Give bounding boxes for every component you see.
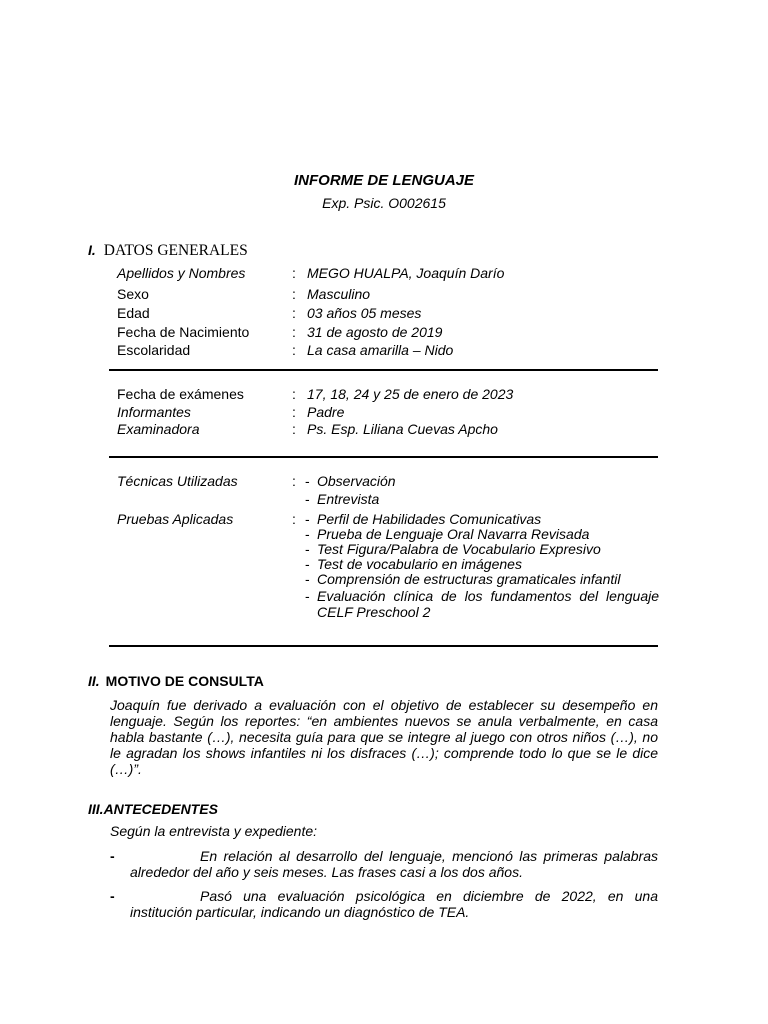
bullet-dash: - bbox=[110, 888, 115, 904]
list-dash: - bbox=[305, 473, 310, 489]
bullet-dash: - bbox=[110, 848, 115, 864]
field-value: 31 de agosto de 2019 bbox=[307, 324, 443, 340]
field-value: Padre bbox=[307, 404, 345, 420]
list-dash: - bbox=[305, 491, 310, 507]
motivo-paragraph: Joaquín fue derivado a evaluación con el objetivo de establecer su desempeño en lenguaje. Según los reportes: “en ambientes nuevos se anula verbalmente, en casa habla bastante (…), necesita guía para que se integre al juego con otros niños (…), no le agradan los shows infantiles ni los disfraces (…); comprende todo lo que se le dice (…)”. bbox=[110, 697, 658, 777]
antecedentes-intro: Según la entrevista y expediente: bbox=[110, 823, 318, 839]
field-colon: : bbox=[292, 286, 296, 302]
field-colon: : bbox=[292, 324, 296, 340]
field-label: Pruebas Aplicadas bbox=[117, 511, 234, 527]
list-item-text: Observación bbox=[317, 473, 396, 489]
list-dash: - bbox=[305, 526, 310, 542]
field-label: Informantes bbox=[117, 404, 191, 420]
field-colon: : bbox=[292, 386, 296, 402]
antecedente-item: Pasó una evaluación psicológica en diciembre de 2022, en una institución particular, indicando un diagnóstico de TEA. bbox=[130, 888, 658, 920]
field-label: Sexo bbox=[117, 286, 149, 302]
section-2-title: MOTIVO DE CONSULTA bbox=[105, 673, 264, 689]
list-dash: - bbox=[305, 556, 310, 572]
antecedente-item: En relación al desarrollo del lenguaje, mencionó las primeras palabras alrededor del año y seis meses. Las frases casi a los dos años. bbox=[130, 848, 658, 880]
list-dash: - bbox=[305, 571, 310, 587]
section-1-number: I. bbox=[88, 242, 96, 258]
list-dash: - bbox=[305, 511, 310, 527]
list-item-text: Entrevista bbox=[317, 491, 380, 507]
field-colon: : bbox=[292, 511, 296, 527]
list-item-text: Perfil de Habilidades Comunicativas bbox=[317, 511, 542, 527]
field-value: 17, 18, 24 y 25 de enero de 2023 bbox=[307, 386, 514, 402]
field-value: La casa amarilla – Nido bbox=[307, 342, 454, 358]
section-3-number: III. bbox=[88, 801, 104, 817]
field-label: Fecha de Nacimiento bbox=[117, 324, 250, 340]
field-value: 03 años 05 meses bbox=[307, 305, 422, 321]
field-label: Escolaridad bbox=[117, 342, 191, 358]
field-label: Edad bbox=[117, 305, 150, 321]
list-item-text: Evaluación clínica de los fundamentos del lenguaje CELF Preschool 2 bbox=[317, 588, 659, 620]
field-colon: : bbox=[292, 421, 296, 437]
section-2-heading bbox=[88, 673, 264, 691]
field-colon: : bbox=[292, 265, 296, 281]
field-colon: : bbox=[292, 473, 296, 489]
expedient-number: Exp. Psic. O002615 bbox=[322, 195, 446, 211]
field-value: Ps. Esp. Liliana Cuevas Apcho bbox=[307, 421, 498, 437]
list-item-text: Prueba de Lenguaje Oral Navarra Revisada bbox=[317, 526, 590, 542]
field-label: Apellidos y Nombres bbox=[117, 265, 246, 281]
list-dash: - bbox=[305, 541, 310, 557]
field-value: Masculino bbox=[307, 286, 371, 302]
divider bbox=[109, 369, 658, 371]
list-item-text: Test de vocabulario en imágenes bbox=[317, 556, 522, 572]
field-colon: : bbox=[292, 342, 296, 358]
list-item-text: Comprensión de estructuras gramaticales infantil bbox=[317, 571, 621, 587]
divider bbox=[109, 645, 658, 647]
section-1-title: DATOS GENERALES bbox=[103, 242, 248, 259]
section-3-heading bbox=[88, 801, 218, 819]
field-label: Examinadora bbox=[117, 421, 200, 437]
field-colon: : bbox=[292, 404, 296, 420]
section-1-heading bbox=[88, 242, 248, 260]
field-colon: : bbox=[292, 305, 296, 321]
field-label: Técnicas Utilizadas bbox=[117, 473, 238, 489]
document-title: INFORME DE LENGUAJE bbox=[293, 172, 474, 189]
list-item-text: Test Figura/Palabra de Vocabulario Expresivo bbox=[317, 541, 601, 557]
section-2-number: II. bbox=[88, 673, 100, 689]
divider bbox=[109, 456, 658, 458]
field-value: MEGO HUALPA, Joaquín Darío bbox=[307, 265, 505, 281]
section-3-title: ANTECEDENTES bbox=[103, 801, 218, 817]
field-label: Fecha de exámenes bbox=[117, 386, 244, 402]
list-dash: - bbox=[305, 588, 310, 604]
